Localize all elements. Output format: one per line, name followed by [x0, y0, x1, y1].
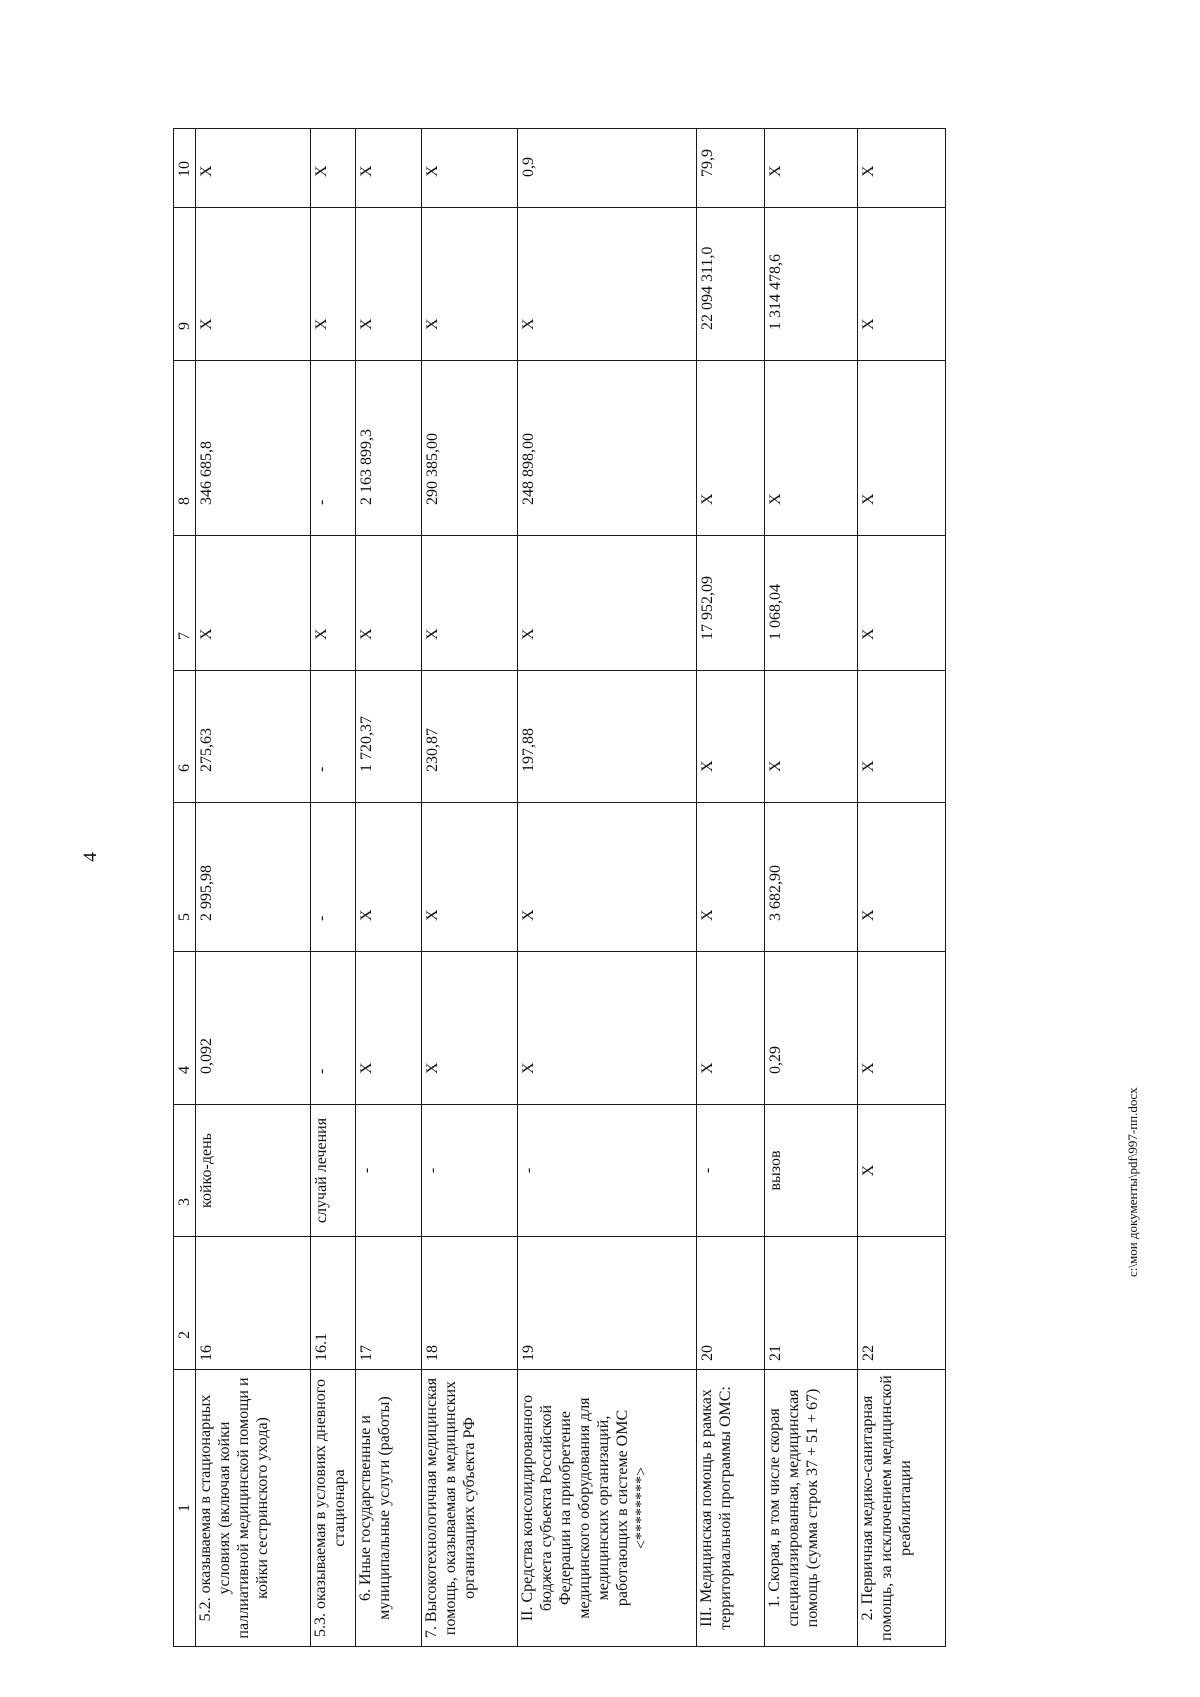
- row-label: 6. Иные государственные и муниципальные услуги (работы): [356, 1370, 422, 1647]
- row-unit: -: [697, 1105, 765, 1237]
- cell-col6: X: [765, 671, 858, 803]
- table-row: [697, 129, 765, 1647]
- cell-col8: X: [697, 361, 765, 536]
- row-label: III. Медицинская помощь в рамках территориальной программы ОМС:: [697, 1370, 765, 1647]
- cell-col10: 79,9: [697, 129, 765, 208]
- column-number: 2: [174, 1237, 196, 1370]
- cell-col7: 17 952,09: [697, 536, 765, 671]
- row-label: 2. Первичная медико-санитарная помощь, за исключением медицинской реабилитации: [858, 1370, 946, 1647]
- cell-col5: X: [422, 803, 518, 952]
- cell-col5: 3 682,90: [765, 803, 858, 952]
- column-number-row: [174, 129, 196, 1647]
- column-number: 3: [174, 1105, 196, 1237]
- cell-col8: 346 685,8: [196, 361, 311, 536]
- cell-col4: X: [518, 952, 697, 1105]
- cell-col9: X: [356, 208, 422, 361]
- cell-col9: 22 094 311,0: [697, 208, 765, 361]
- cell-col7: 1 068,04: [765, 536, 858, 671]
- budget-table: [173, 128, 946, 1647]
- cell-col5: X: [858, 803, 946, 952]
- row-line-number: 20: [697, 1237, 765, 1370]
- cell-col9: X: [422, 208, 518, 361]
- row-line-number: 19: [518, 1237, 697, 1370]
- cell-col8: 2 163 899,3: [356, 361, 422, 536]
- row-unit: случай лечения: [311, 1105, 356, 1237]
- row-line-number: 22: [858, 1237, 946, 1370]
- row-line-number: 17: [356, 1237, 422, 1370]
- row-line-number: 16.1: [311, 1237, 356, 1370]
- cell-col8: 248 898,00: [518, 361, 697, 536]
- row-unit: -: [356, 1105, 422, 1237]
- page-number: 4: [80, 852, 101, 862]
- row-unit: X: [858, 1105, 946, 1237]
- cell-col10: X: [356, 129, 422, 208]
- cell-col9: X: [311, 208, 356, 361]
- cell-col8: -: [311, 361, 356, 536]
- column-number: 6: [174, 671, 196, 803]
- table-row: [356, 129, 422, 1647]
- cell-col8: 290 385,00: [422, 361, 518, 536]
- row-line-number: 16: [196, 1237, 311, 1370]
- cell-col7: X: [356, 536, 422, 671]
- cell-col6: 230,87: [422, 671, 518, 803]
- cell-col4: X: [356, 952, 422, 1105]
- cell-col8: X: [765, 361, 858, 536]
- cell-col9: 1 314 478,6: [765, 208, 858, 361]
- cell-col5: X: [356, 803, 422, 952]
- cell-col4: X: [858, 952, 946, 1105]
- row-label: II. Средства консолидированного бюджета субъекта Российской Федерации на приобретение медицинского оборудования для медицинских организаций, работающих в системе ОМС <********>: [518, 1370, 697, 1647]
- cell-col5: X: [697, 803, 765, 952]
- cell-col7: X: [311, 536, 356, 671]
- cell-col9: X: [518, 208, 697, 361]
- cell-col10: X: [311, 129, 356, 208]
- cell-col6: -: [311, 671, 356, 803]
- cell-col6: X: [697, 671, 765, 803]
- cell-col7: X: [196, 536, 311, 671]
- cell-col6: X: [858, 671, 946, 803]
- cell-col7: X: [422, 536, 518, 671]
- cell-col4: X: [697, 952, 765, 1105]
- column-number: 9: [174, 208, 196, 361]
- row-unit: -: [422, 1105, 518, 1237]
- column-number: 4: [174, 952, 196, 1105]
- cell-col6: 197,88: [518, 671, 697, 803]
- cell-col7: X: [858, 536, 946, 671]
- table-row: [422, 129, 518, 1647]
- cell-col9: X: [858, 208, 946, 361]
- cell-col4: X: [422, 952, 518, 1105]
- cell-col8: X: [858, 361, 946, 536]
- cell-col10: 0,9: [518, 129, 697, 208]
- row-label: 1. Скорая, в том числе скорая специализированная, медицинская помощь (сумма строк 37 + 51 + 67): [765, 1370, 858, 1647]
- file-path-footer: c:\мои документы\pdf\997-пп.docx: [1125, 1087, 1140, 1277]
- row-unit: койко-день: [196, 1105, 311, 1237]
- cell-col5: 2 995,98: [196, 803, 311, 952]
- cell-col4: -: [311, 952, 356, 1105]
- cell-col4: 0,29: [765, 952, 858, 1105]
- cell-col6: 275,63: [196, 671, 311, 803]
- table-row: [765, 129, 858, 1647]
- row-unit: -: [518, 1105, 697, 1237]
- table-row: [311, 129, 356, 1647]
- row-line-number: 18: [422, 1237, 518, 1370]
- column-number: 1: [174, 1370, 196, 1647]
- cell-col10: X: [196, 129, 311, 208]
- cell-col10: X: [422, 129, 518, 208]
- row-label: 5.3. оказываемая в условиях дневного стационара: [311, 1370, 356, 1647]
- row-unit: вызов: [765, 1105, 858, 1237]
- cell-col5: X: [518, 803, 697, 952]
- cell-col9: X: [196, 208, 311, 361]
- cell-col6: 1 720,37: [356, 671, 422, 803]
- cell-col10: X: [765, 129, 858, 208]
- table-row: [858, 129, 946, 1647]
- table-row: [196, 129, 311, 1647]
- row-label: 5.2. оказываемая в стационарных условиях (включая койки паллиативной медицинской помощи и койки сестринского ухода): [196, 1370, 311, 1647]
- cell-col5: -: [311, 803, 356, 952]
- cell-col4: 0,092: [196, 952, 311, 1105]
- row-label: 7. Высокотехнологичная медицинская помощь, оказываемая в медицинских организациях субъекта РФ: [422, 1370, 518, 1647]
- cell-col10: X: [858, 129, 946, 208]
- column-number: 5: [174, 803, 196, 952]
- table-row: [518, 129, 697, 1647]
- row-line-number: 21: [765, 1237, 858, 1370]
- cell-col7: X: [518, 536, 697, 671]
- column-number: 8: [174, 361, 196, 536]
- column-number: 7: [174, 536, 196, 671]
- column-number: 10: [174, 129, 196, 208]
